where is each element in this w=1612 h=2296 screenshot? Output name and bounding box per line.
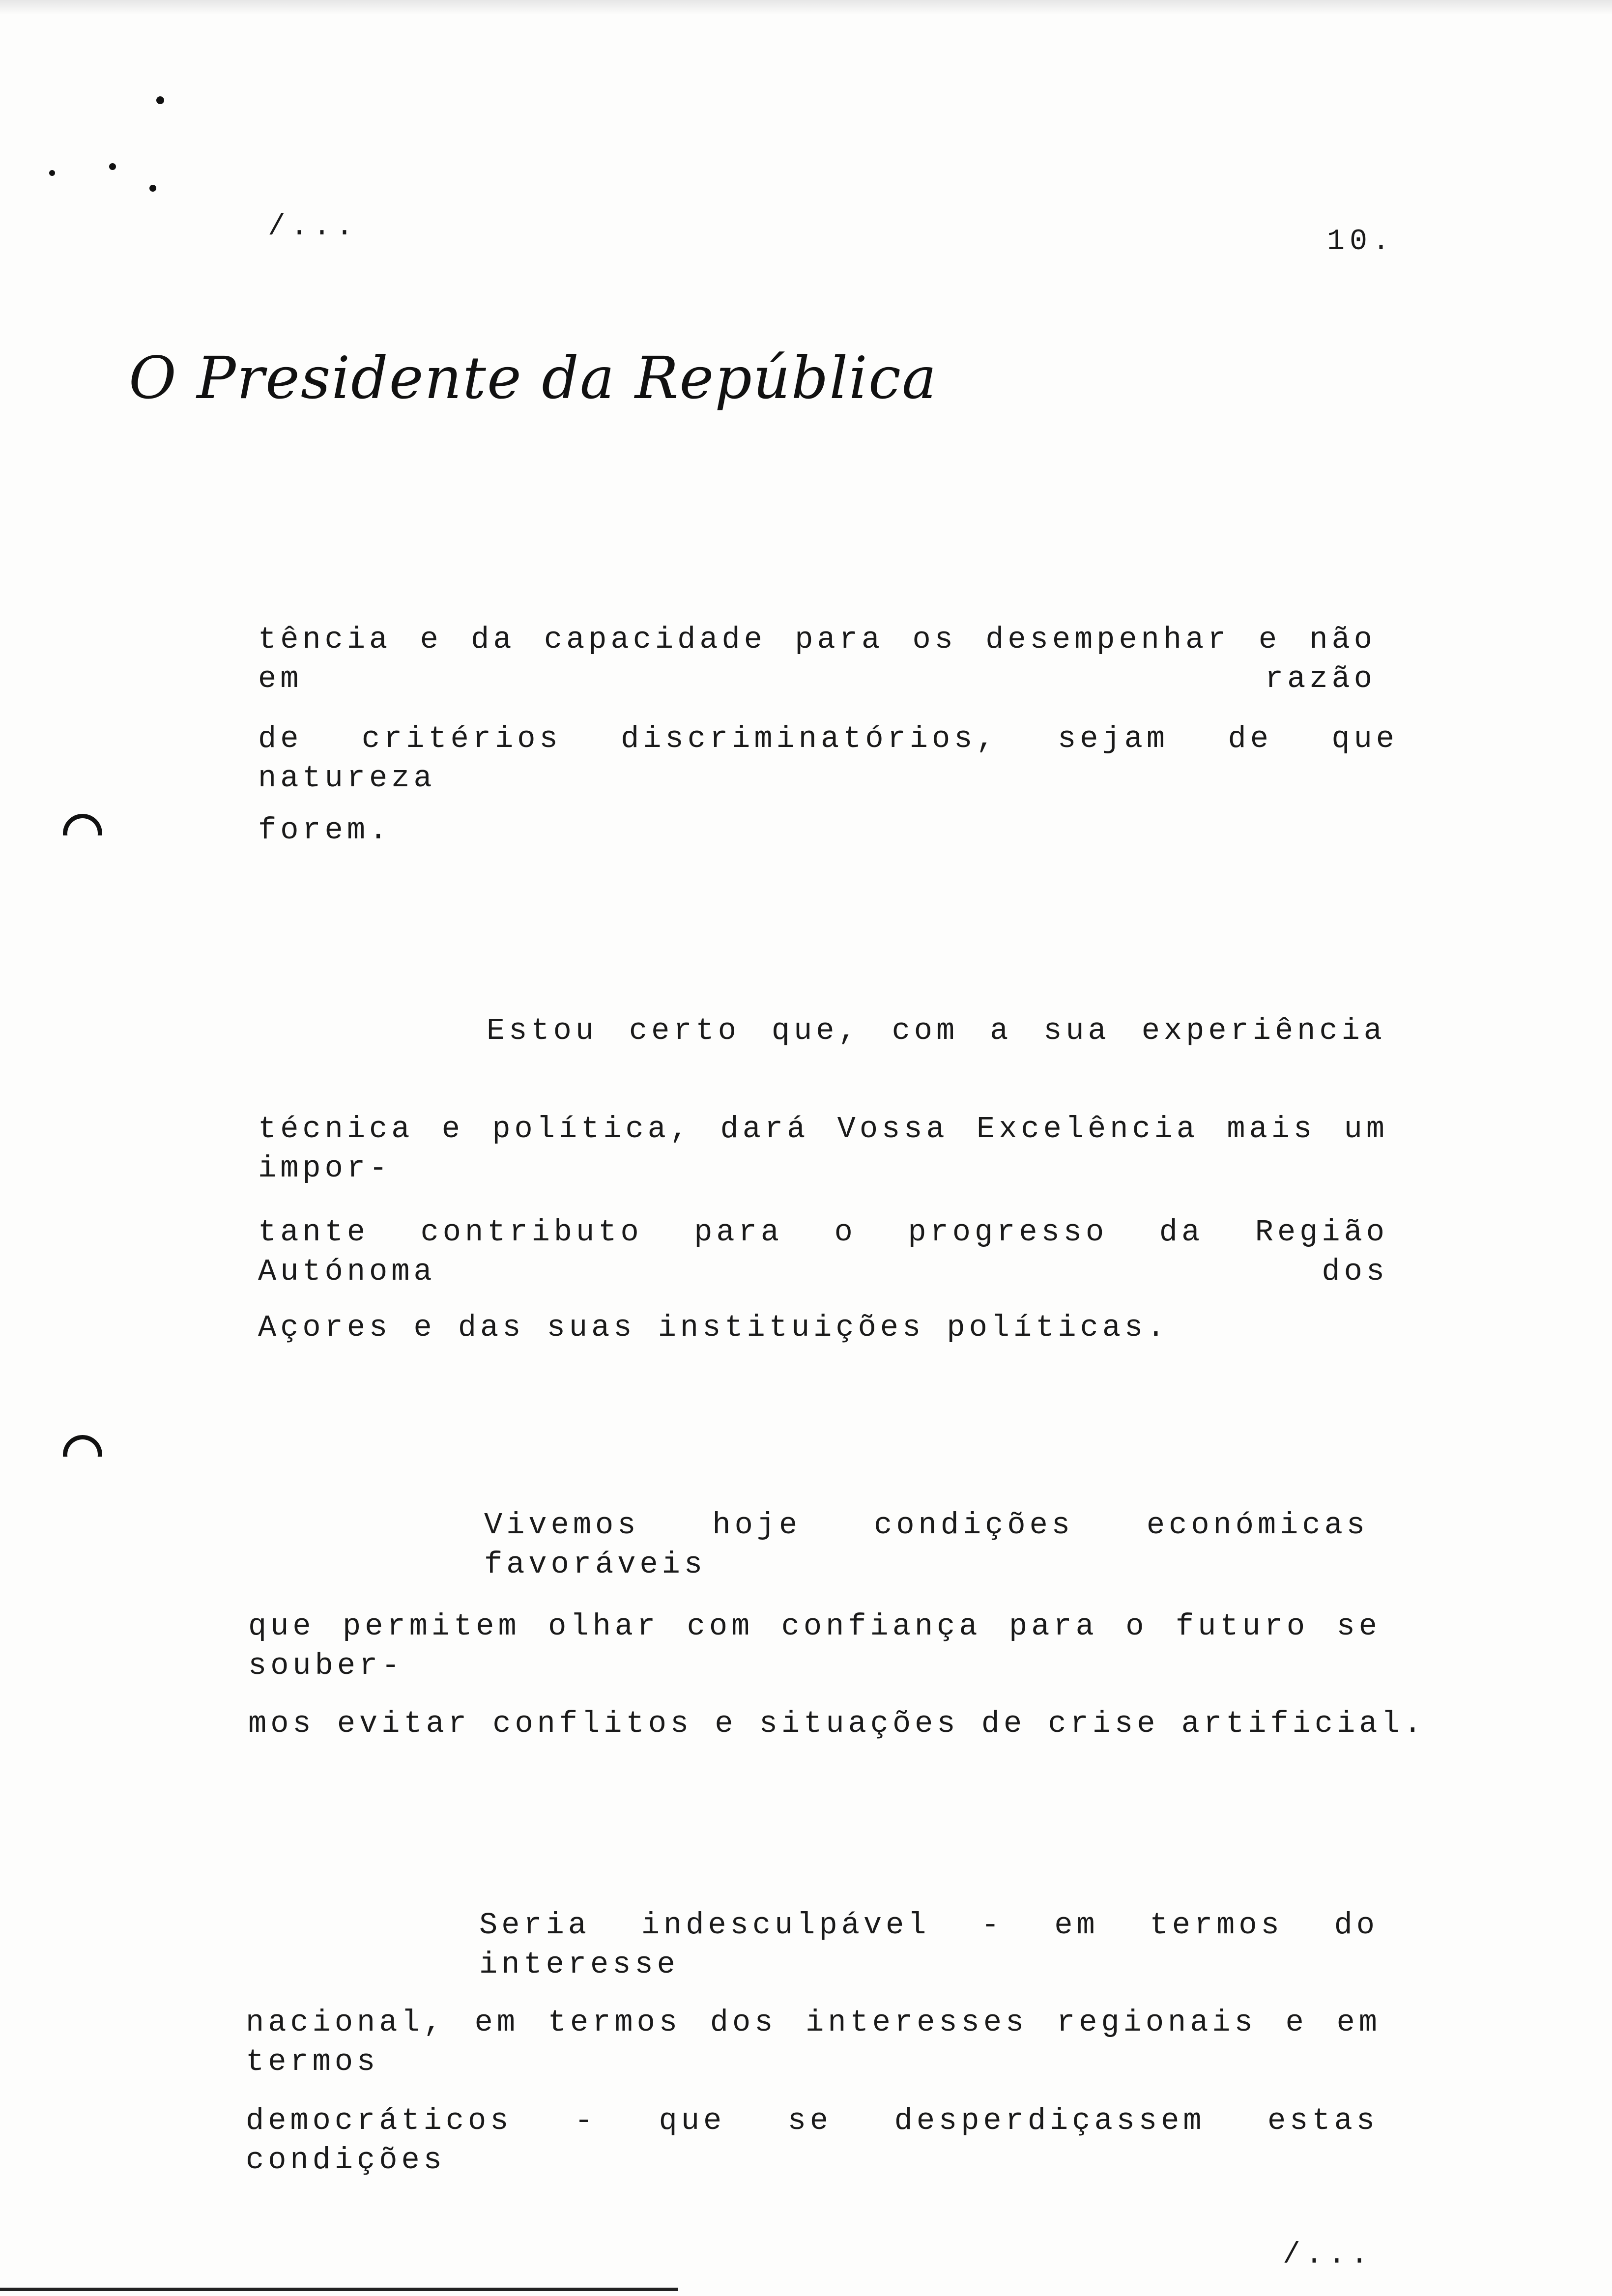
body-line: Açores e das suas instituições políticas.	[258, 1310, 1169, 1345]
continuation-mark-top: /...	[268, 210, 359, 244]
page-number: 10.	[1327, 225, 1395, 258]
stray-dot-mark	[149, 185, 156, 192]
body-line: nacional, em termos dos interesses regionais e em termos	[246, 2005, 1381, 2079]
punch-hole-arc	[63, 1435, 102, 1474]
body-line: técnica e política, dará Vossa Excelência mais um impor-	[258, 1112, 1388, 1186]
stray-dot-mark	[109, 163, 116, 170]
body-line: Estou certo que, com a sua experiência	[487, 1013, 1386, 1048]
body-line: democráticos - que se desperdiçassem estas condições	[246, 2103, 1379, 2178]
body-line: tante contributo para o progresso da Região Autónoma dos	[258, 1215, 1388, 1289]
stray-dot-mark	[156, 96, 164, 104]
body-line: forem.	[258, 813, 392, 848]
body-line: de critérios discriminatórios, sejam de que natureza	[258, 721, 1398, 796]
stray-dot-mark	[49, 170, 55, 176]
body-line: Seria indesculpável - em termos do interesse	[479, 1908, 1379, 1982]
body-line: tência e da capacidade para os desempenhar e não em razão	[258, 622, 1376, 696]
punch-hole-arc	[63, 814, 102, 853]
letterhead-title: O Presidente da República	[129, 344, 938, 412]
body-line: que permitem olhar com confiança para o futuro se souber-	[248, 1609, 1381, 1683]
continuation-mark-bottom: /...	[1283, 2239, 1374, 2272]
body-line: mos evitar conflitos e situações de crise artificial.	[248, 1706, 1426, 1741]
bottom-edge-line	[0, 2288, 678, 2291]
scan-edge-shadow	[0, 0, 1612, 15]
body-line: Vivemos hoje condições económicas favoráveis	[484, 1508, 1369, 1582]
